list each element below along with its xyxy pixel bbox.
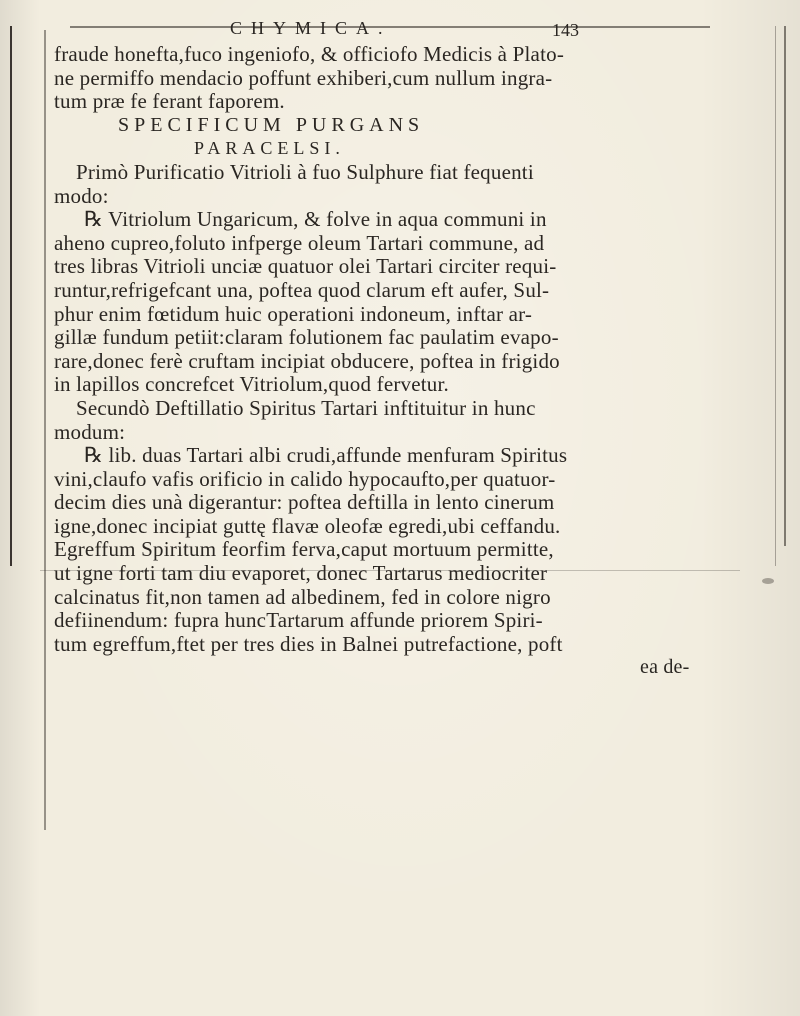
text-line: phur enim fœtidum huic operationi indoneum, inftar ar- — [54, 301, 533, 326]
text-line: tum præ fe ferant faporem. — [54, 89, 285, 114]
text-line: tum egreffum,ftet per tres dies in Balnei putrefactione, poft — [54, 631, 563, 656]
running-head: CHYMICA. — [230, 18, 392, 38]
text-line: aheno cupreo,foluto infperge oleum Tartari commune, ad — [54, 230, 545, 255]
left-page-edge — [10, 26, 36, 566]
text-line: ut igne forti tam diu evaporet, donec Tartarus mediocriter — [54, 561, 548, 586]
section-title: SPECIFICUM PURGANS — [118, 113, 425, 136]
text-line: defiinendum: fupra huncTartarum affunde priorem Spiri- — [54, 608, 543, 633]
right-page-edge — [784, 26, 786, 546]
text-line: decim dies unà digerantur: poftea deftilla in lento cinerum — [54, 490, 555, 515]
text-line: fraude honefta,fuco ingeniofo, & officiofo Medicis à Plato- — [54, 42, 565, 66]
text-line: calcinatus fit,non tamen ad albedinem, fed in colore nigro — [54, 584, 551, 609]
text-line: modo: — [54, 183, 109, 208]
text-line: tres libras Vitrioli unciæ quatuor olei Tartari circiter requi- — [54, 254, 557, 279]
text-line: Primò Purificatio Vitrioli à fuo Sulphure fiat fequenti — [76, 159, 534, 184]
text-line: Egreffum Spiritum feorfim ferva,caput mortuum permitte, — [54, 537, 554, 562]
text-line: runtur,refrigefcant una, poftea quod clarum eft aufer, Sul- — [54, 277, 550, 302]
text-line: gillæ fundum petiit:claram folutionem fac paulatim evapo- — [54, 325, 559, 350]
text-line: rare,donec ferè cruftam incipiat obducere, poftea in frigido — [54, 348, 560, 373]
right-margin-rule — [775, 26, 776, 566]
page-bottom-edge — [40, 570, 740, 571]
ink-blot — [762, 578, 774, 584]
text-line: vini,claufo vafis orificio in calido hypocaufto,per quatuor- — [54, 466, 556, 491]
text-line: modum: — [54, 419, 126, 444]
text-line: in lapillos concrefcet Vitriolum,quod fervetur. — [54, 372, 449, 397]
text-line: ne permiffo mendacio poffunt exhiberi,cum nullum ingra- — [54, 65, 553, 90]
page-number: 143 — [552, 20, 579, 40]
recipe-line: ℞ Vitriolum Ungaricum, & folve in aqua communi in — [84, 207, 547, 232]
text-line: igne,donec incipiat guttę flavæ oleofæ egredi,ubi ceffandu. — [54, 513, 561, 538]
text-line: Secundò Deftillatio Spiritus Tartari inftituitur in hunc — [76, 395, 536, 420]
left-margin-rule — [44, 30, 46, 830]
catchword: ea de- — [640, 656, 690, 679]
page-body — [54, 43, 754, 680]
recipe-line: ℞ lib. duas Tartari albi crudi,affunde menfuram Spiritus — [84, 443, 568, 468]
section-subtitle: PARACELSI. — [194, 138, 345, 159]
